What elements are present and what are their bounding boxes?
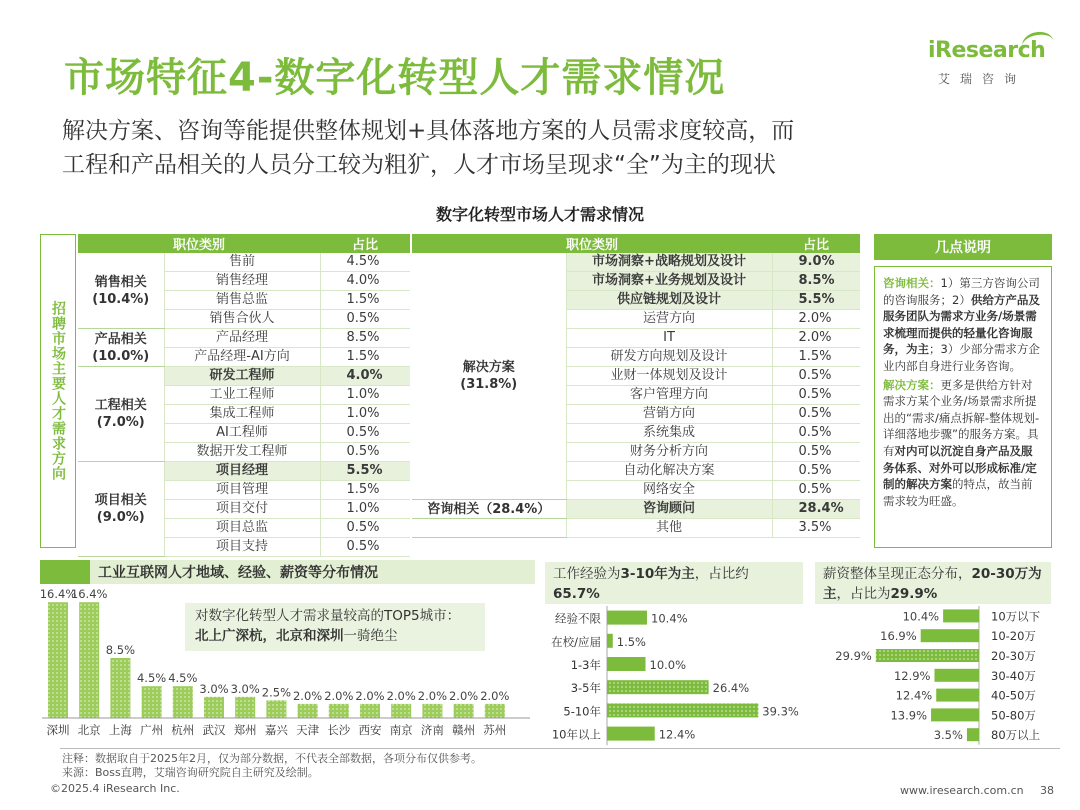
- logo-subtitle: 艾瑞咨询: [938, 72, 1027, 86]
- notes-panel: [874, 266, 1052, 548]
- share-cell: 0.5%: [320, 443, 410, 462]
- share-cell: 8.5%: [320, 329, 410, 348]
- hbar-bar: [931, 708, 979, 721]
- category-cell: 咨询相关（28.4%）: [412, 500, 566, 519]
- category-cell: 产品相关 (10.0%): [78, 329, 164, 367]
- city-bar: [454, 704, 474, 718]
- city-tick-label: 嘉兴: [264, 723, 288, 737]
- city-bar: [235, 697, 255, 718]
- share-cell: 2.0%: [772, 310, 860, 329]
- city-value-label: 2.0%: [355, 688, 385, 703]
- city-bar: [48, 602, 68, 718]
- hbar-category-label: 20-30万: [991, 649, 1036, 663]
- category-cell: 销售相关 (10.4%): [78, 253, 164, 329]
- site-url[interactable]: www.iresearch.com.cn: [900, 784, 1024, 797]
- position-cell: 项目支持: [164, 538, 320, 557]
- bottom-section-title: [40, 560, 535, 584]
- position-cell: 咨询顾问: [566, 500, 772, 519]
- share-cell: 0.5%: [772, 424, 860, 443]
- hbar-category-label: 在校/应届: [551, 634, 601, 649]
- position-cell: 项目总监: [164, 519, 320, 538]
- position-cell: 产品经理-AI方向: [164, 348, 320, 367]
- position-cell: 营销方向: [566, 405, 772, 424]
- hbar-bar: [607, 611, 647, 625]
- header-share: 占比: [320, 234, 410, 253]
- hbar-category-label: 30-40万: [991, 668, 1036, 683]
- share-cell: 1.5%: [320, 291, 410, 310]
- city-value-label: 4.5%: [136, 671, 167, 686]
- hbar-bar: [934, 669, 979, 682]
- city-bar: [422, 704, 442, 718]
- city-tick-label: 郑州: [233, 723, 257, 737]
- hbar-bar: [921, 629, 979, 642]
- bottom-section-title-text: 工业互联网人才地域、经验、薪资等分布情况: [98, 565, 378, 581]
- position-cell: AI工程师: [164, 424, 320, 443]
- hbar-value-label: 12.4%: [658, 727, 696, 742]
- hbar-bar: [607, 703, 758, 717]
- share-cell: 0.5%: [772, 367, 860, 386]
- exp-head-c: ，占比约: [694, 566, 749, 582]
- exp-head-d: 65.7%: [553, 586, 600, 602]
- city-tick-label: 广州: [140, 723, 164, 737]
- hbar-value-label: 10.4%: [902, 609, 940, 624]
- city-tick-label: 上海: [108, 723, 132, 737]
- city-value-label: 2.0%: [292, 688, 323, 703]
- city-tick-label: 西安: [358, 723, 382, 737]
- hbar-bar: [936, 689, 979, 702]
- hbar-category-label: 3-5年: [570, 681, 601, 696]
- exp-head-a: 工作经验为: [553, 566, 621, 582]
- salary-bar-chart: [815, 606, 1055, 746]
- city-tick-label: 赣州: [452, 723, 476, 737]
- share-cell: 28.4%: [772, 500, 860, 519]
- position-cell: IT: [566, 329, 772, 348]
- city-bar: [110, 658, 130, 718]
- hbar-value-label: 3.5%: [933, 728, 963, 743]
- hbar-value-label: 1.5%: [616, 634, 646, 649]
- city-value-label: 4.5%: [168, 671, 198, 686]
- city-value-label: 8.5%: [105, 643, 136, 657]
- hbar-bar: [943, 609, 979, 622]
- table-row: [78, 329, 410, 348]
- table-row: [78, 367, 410, 386]
- hbar-bar: [607, 634, 613, 648]
- sal-head-c: ，占比为: [836, 586, 891, 602]
- sal-head-d: 29.9%: [890, 586, 938, 602]
- copyright: ©2025.4 iResearch Inc.: [50, 782, 180, 795]
- city-value-label: 16.4%: [70, 587, 108, 602]
- city-bar: [266, 700, 286, 718]
- city-tick-label: 济南: [420, 723, 444, 737]
- note-consulting-b: 供给方产品及服务团队为需求方业务/场景需求梳理而提供的轻量化咨询服务，为主: [883, 292, 1040, 357]
- city-bar: [485, 704, 505, 718]
- subtitle-line-2: 工程和产品相关的人员分工较为粗犷，人才市场呈现求“全”为主的现状: [62, 152, 776, 178]
- hbar-bar: [876, 649, 979, 662]
- share-cell: 1.5%: [320, 348, 410, 367]
- city-value-label: 16.4%: [40, 587, 77, 602]
- position-cell: 客户管理方向: [566, 386, 772, 405]
- position-cell: 自动化解决方案: [566, 462, 772, 481]
- share-cell: 1.0%: [320, 500, 410, 519]
- share-cell: 0.5%: [320, 310, 410, 329]
- footnote-note: 注释：数据取自于2025年2月，仅为部分数据，不代表全部数据，各项分布仅供参考。: [62, 752, 482, 765]
- position-cell: 项目管理: [164, 481, 320, 500]
- city-bar: [79, 602, 99, 718]
- note-solution-label: 解决方案：: [883, 377, 941, 392]
- table-title: 数字化转型市场人才需求情况: [435, 205, 644, 224]
- callout-line-2: [195, 626, 475, 646]
- footnote-source: 来源：Boss直聘，艾瑞咨询研究院自主研究及绘制。: [62, 766, 319, 779]
- note-solution-a: 更多是供给方针对需求方某个业务/场景需求所提出的“需求/痛点拆解-整体规划-详细落地步骤”的服务方案。具有: [883, 377, 1040, 458]
- position-cell: 研发工程师: [164, 367, 320, 386]
- salary-header: [815, 562, 1051, 604]
- city-value-label: 2.0%: [417, 688, 448, 703]
- position-cell: 销售总监: [164, 291, 320, 310]
- share-cell: 0.5%: [320, 424, 410, 443]
- city-tick-label: 天津: [296, 723, 320, 737]
- callout-bold: 北上广深杭，北京和深圳: [195, 628, 344, 644]
- hbar-bar: [607, 727, 655, 741]
- table-row: [412, 500, 860, 519]
- hbar-value-label: 12.4%: [895, 688, 933, 703]
- city-bar: [329, 704, 349, 718]
- note-solution-c: 的特点，故当前需求较为旺盛。: [883, 477, 1033, 508]
- hbar-value-label: 39.3%: [762, 704, 799, 719]
- share-cell: 4.0%: [320, 272, 410, 291]
- hbar-category-label: 80万以上: [991, 728, 1041, 743]
- table-row: [78, 462, 410, 481]
- side-label: 招聘市场主要人才需求方向: [50, 301, 66, 481]
- hbar-value-label: 26.4%: [712, 681, 750, 696]
- logo-arc-icon: [1020, 29, 1056, 58]
- left-demand-table: [78, 234, 410, 557]
- position-cell: 项目经理: [164, 462, 320, 481]
- city-tick-label: 苏州: [483, 723, 507, 737]
- logo-brand: iResearch: [928, 38, 1046, 63]
- city-tick-label: 杭州: [171, 723, 195, 737]
- experience-bar-chart: [545, 606, 805, 746]
- top5-city-callout: [185, 603, 485, 651]
- city-bar: [173, 686, 193, 718]
- share-cell: 0.5%: [772, 386, 860, 405]
- city-bar: [360, 704, 380, 718]
- share-cell: 1.5%: [320, 481, 410, 500]
- sal-head-a: 薪资整体呈现正态分布，: [823, 566, 972, 582]
- header-share: 占比: [772, 234, 860, 253]
- city-tick-label: 南京: [389, 723, 413, 737]
- hbar-category-label: 5-10年: [563, 704, 601, 719]
- position-cell: 业财一体规划及设计: [566, 367, 772, 386]
- iresearch-logo: [928, 38, 1058, 94]
- sal-head-b: 20-30万为主: [823, 566, 1042, 602]
- share-cell: 4.0%: [320, 367, 410, 386]
- hbar-value-label: 16.9%: [880, 629, 917, 644]
- hbar-category-label: 10-20万: [991, 629, 1036, 644]
- share-cell: 5.5%: [320, 462, 410, 481]
- experience-header: [545, 562, 803, 604]
- hbar-category-label: 50-80万: [991, 708, 1036, 723]
- city-tick-label: 长沙: [327, 723, 351, 737]
- table-row: [412, 519, 860, 538]
- city-value-label: 3.0%: [230, 681, 260, 696]
- position-cell: 其他: [566, 519, 772, 538]
- hbar-category-label: 10万以下: [991, 609, 1041, 624]
- share-cell: 0.5%: [320, 538, 410, 557]
- city-tick-label: 北京: [77, 723, 101, 737]
- city-value-label: 2.0%: [386, 688, 416, 703]
- position-cell: 市场洞察+业务规划及设计: [566, 272, 772, 291]
- callout-tail: 一骑绝尘: [343, 628, 398, 644]
- position-cell: 供应链规划及设计: [566, 291, 772, 310]
- share-cell: 0.5%: [772, 443, 860, 462]
- share-cell: 0.5%: [320, 519, 410, 538]
- hbar-bar: [607, 657, 646, 671]
- note-consulting-label: 咨询相关：: [883, 276, 941, 290]
- note-consulting-c: ；3）少部分需求方企业内部自身进行业务咨询。: [883, 342, 1040, 373]
- hbar-value-label: 13.9%: [890, 708, 928, 723]
- table-row: [412, 253, 860, 272]
- share-cell: 1.0%: [320, 405, 410, 424]
- category-cell: 项目相关 (9.0%): [78, 462, 164, 557]
- hbar-value-label: 12.9%: [893, 668, 931, 683]
- hbar-value-label: 10.0%: [649, 658, 687, 672]
- hbar-category-label: 40-50万: [991, 688, 1036, 703]
- position-cell: 研发方向规划及设计: [566, 348, 772, 367]
- share-cell: 9.0%: [772, 253, 860, 272]
- city-value-label: 3.0%: [199, 681, 229, 696]
- position-cell: 销售经理: [164, 272, 320, 291]
- header-category: 职位类别: [412, 234, 772, 253]
- hbar-category-label: 10年以上: [551, 727, 601, 742]
- city-value-label: 2.0%: [324, 688, 354, 703]
- hbar-category-label: 经验不限: [555, 611, 601, 626]
- share-cell: 0.5%: [772, 481, 860, 500]
- category-cell: 解决方案 (31.8%): [412, 253, 566, 500]
- page-number: 38: [1040, 784, 1054, 797]
- share-cell: 0.5%: [772, 462, 860, 481]
- hbar-value-label: 29.9%: [835, 649, 872, 663]
- footer-divider: [60, 748, 1060, 749]
- city-bar: [204, 697, 224, 718]
- position-cell: 集成工程师: [164, 405, 320, 424]
- subtitle: [62, 114, 1042, 182]
- note-consulting-a: 1）第三方咨询公司的咨询服务；2）: [883, 276, 1040, 307]
- callout-line-1: 对数字化转型人才需求量较高的TOP5城市：: [195, 608, 461, 624]
- exp-head-b: 3-10年为主: [620, 566, 695, 582]
- share-cell: 3.5%: [772, 519, 860, 538]
- share-cell: 1.0%: [320, 386, 410, 405]
- position-cell: 售前: [164, 253, 320, 272]
- hbar-category-label: 1-3年: [570, 658, 601, 672]
- position-cell: 财务分析方向: [566, 443, 772, 462]
- hbar-value-label: 10.4%: [651, 611, 688, 626]
- hbar-bar: [967, 728, 979, 741]
- position-cell: 工业工程师: [164, 386, 320, 405]
- position-cell: 网络安全: [566, 481, 772, 500]
- footnote: [62, 752, 482, 780]
- note-solution: [883, 377, 1043, 510]
- share-cell: 5.5%: [772, 291, 860, 310]
- position-cell: 运营方向: [566, 310, 772, 329]
- notes-title: 几点说明: [874, 234, 1052, 260]
- city-bar: [391, 704, 411, 718]
- side-label-box: [40, 234, 76, 548]
- hbar-bar: [607, 680, 709, 694]
- position-cell: 数据开发工程师: [164, 443, 320, 462]
- position-cell: 产品经理: [164, 329, 320, 348]
- share-cell: 1.5%: [772, 348, 860, 367]
- right-demand-table: [412, 234, 860, 538]
- position-cell: 系统集成: [566, 424, 772, 443]
- city-bar: [142, 686, 162, 718]
- share-cell: 8.5%: [772, 272, 860, 291]
- city-value-label: 2.0%: [480, 688, 510, 703]
- section-accent-bar: [40, 560, 90, 584]
- note-solution-b: 对内可以沉淀自身产品及服务体系、对外可以形成标准/定制的解决方案: [883, 443, 1037, 492]
- header-category: 职位类别: [78, 234, 320, 253]
- city-bar: [298, 704, 318, 718]
- share-cell: 0.5%: [772, 405, 860, 424]
- subtitle-line-1: 解决方案、咨询等能提供整体规划+具体落地方案的人员需求度较高，而: [62, 118, 795, 144]
- position-cell: 销售合伙人: [164, 310, 320, 329]
- share-cell: 2.0%: [772, 329, 860, 348]
- note-consulting: [883, 275, 1043, 375]
- position-cell: 市场洞察+战略规划及设计: [566, 253, 772, 272]
- city-tick-label: 武汉: [202, 723, 226, 737]
- position-cell: 项目交付: [164, 500, 320, 519]
- category-cell: [412, 519, 566, 538]
- share-cell: 4.5%: [320, 253, 410, 272]
- city-tick-label: 深圳: [46, 723, 70, 737]
- page-title: 市场特征4-数字化转型人才需求情况: [64, 55, 726, 101]
- city-value-label: 2.5%: [261, 685, 292, 700]
- category-cell: 工程相关 (7.0%): [78, 367, 164, 462]
- table-row: [78, 253, 410, 272]
- city-value-label: 2.0%: [448, 688, 479, 703]
